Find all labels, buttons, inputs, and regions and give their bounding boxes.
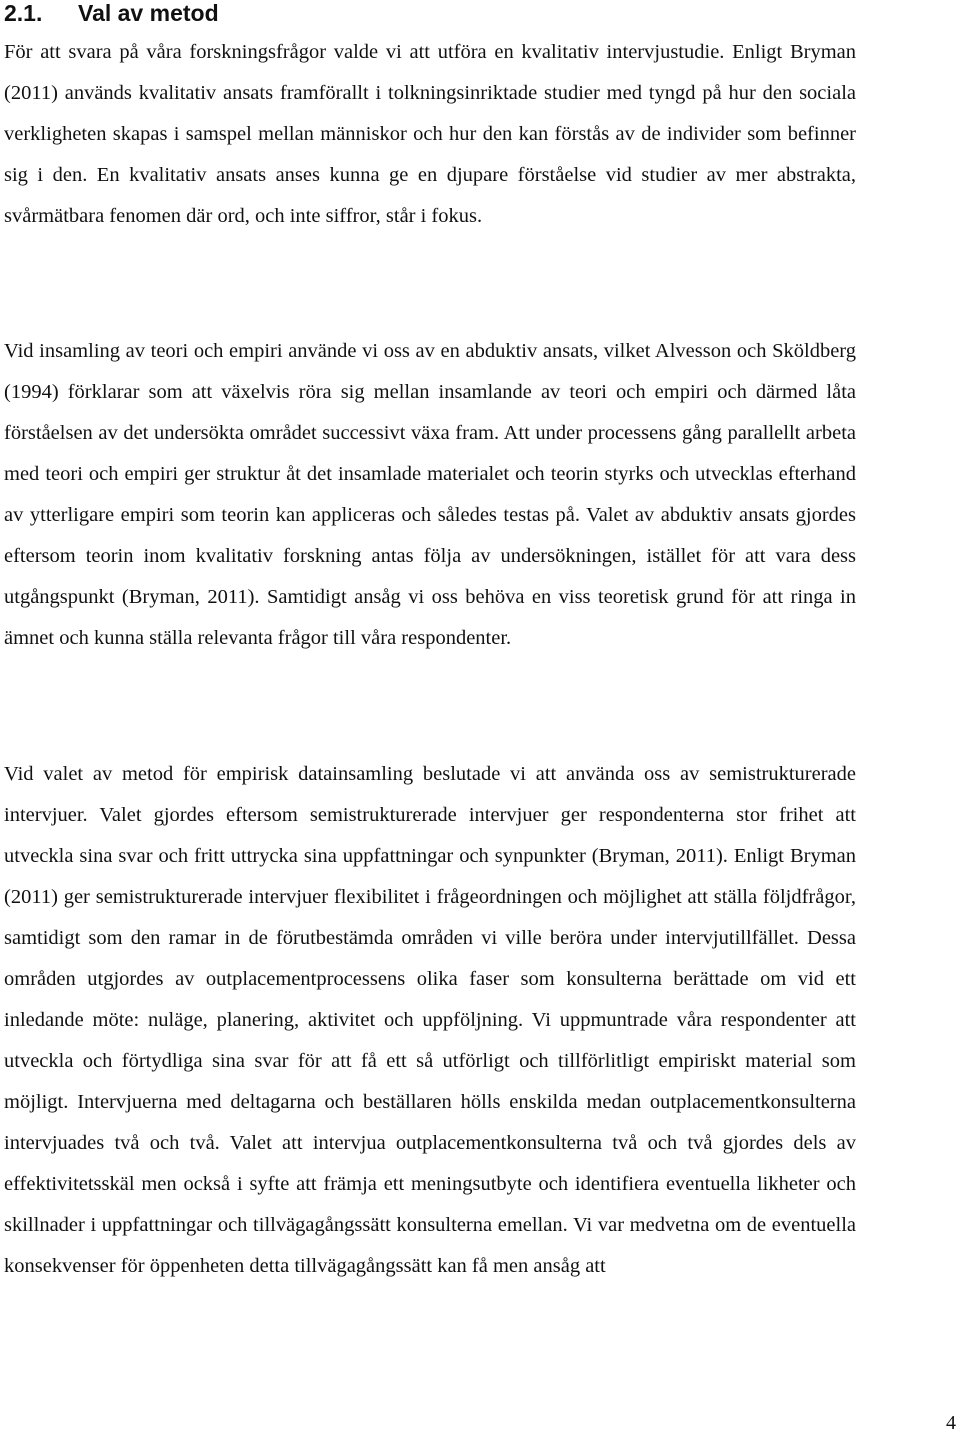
paragraph-2: Vid insamling av teori och empiri använde vi oss av en abduktiv ansats, vilket Alvesson och Sköldberg (1994) förklarar som att växelvis röra sig mellan insamlande av teori och empiri och därmed låta förståelsen av det undersökta området successivt växa fram. Att under processens gång parallellt arbeta med teori och empiri ger struktur åt det insamlade materialet och teorin styrks och utvecklas efterhand av ytterligare empiri som teorin kan appliceras och således testas på. Valet av abduktiv ansats gjordes eftersom teorin inom kvalitativ forskning antas följa av undersökningen, istället för att vara dess utgångspunkt (Bryman, 2011). Samtidigt ansåg vi oss behöva en viss teoretisk grund för att ringa in ämnet och kunna ställa relevanta frågor till våra respondenter. bbox=[4, 340, 856, 649]
paragraph-3: Vid valet av metod för empirisk datainsamling beslutade vi att använda oss av semistrukturerade intervjuer. Valet gjordes eftersom semistrukturerade intervjuer ger respondenterna stor frihet att utveckla sina svar och fritt uttrycka sina uppfattningar och synpunkter (Bryman, 2011). Enligt Bryman (2011) ger semistrukturerade intervjuer flexibilitet i frågeordningen och möjlighet att ställa följdfrågor, samtidigt som den ramar in de förutbestämda områden vi ville beröra under intervjutillfället. Dessa områden utgjordes av outplacementprocessens olika faser som konsulterna berättade om vid ett inledande möte: nuläge, planering, aktivitet och uppföljning. Vi uppmuntrade våra respondenter att utveckla och förtydliga sina svar för att få ett så utförligt och tillförlitligt empiriskt material som möjligt. Intervjuerna med deltagarna och beställaren hölls enskilda medan outplacementkonsulterna intervjuades två och två. Valet att intervjua outplacementkonsulterna två och två gjordes dels av effektivitetsskäl men också i syfte att främja ett meningsutbyte och identifiera eventuella likheter och skillnader i uppfattningar och tillvägagångssätt konsulterna emellan. Vi var medvetna om de eventuella konsekvenser för öppenheten detta tillvägagångssätt kan få men ansåg att bbox=[4, 763, 856, 1277]
section-number: 2.1. bbox=[4, 0, 43, 26]
page-number: 4 bbox=[946, 1412, 956, 1434]
section-heading bbox=[4, 0, 219, 26]
section-title: Val av metod bbox=[78, 0, 219, 26]
paragraph-1: För att svara på våra forskningsfrågor valde vi att utföra en kvalitativ intervjustudie. Enligt Bryman (2011) används kvalitativ ansats framförallt i tolkningsinriktade studier med tyngd på hur den sociala verkligheten skapas i samspel mellan människor och hur den kan förstås av de individer som befinner sig i den. En kvalitativ ansats anses kunna ge en djupare förståelse vid studier av mer abstrakta, svårmätbara fenomen där ord, och inte siffror, står i fokus. bbox=[4, 41, 856, 227]
